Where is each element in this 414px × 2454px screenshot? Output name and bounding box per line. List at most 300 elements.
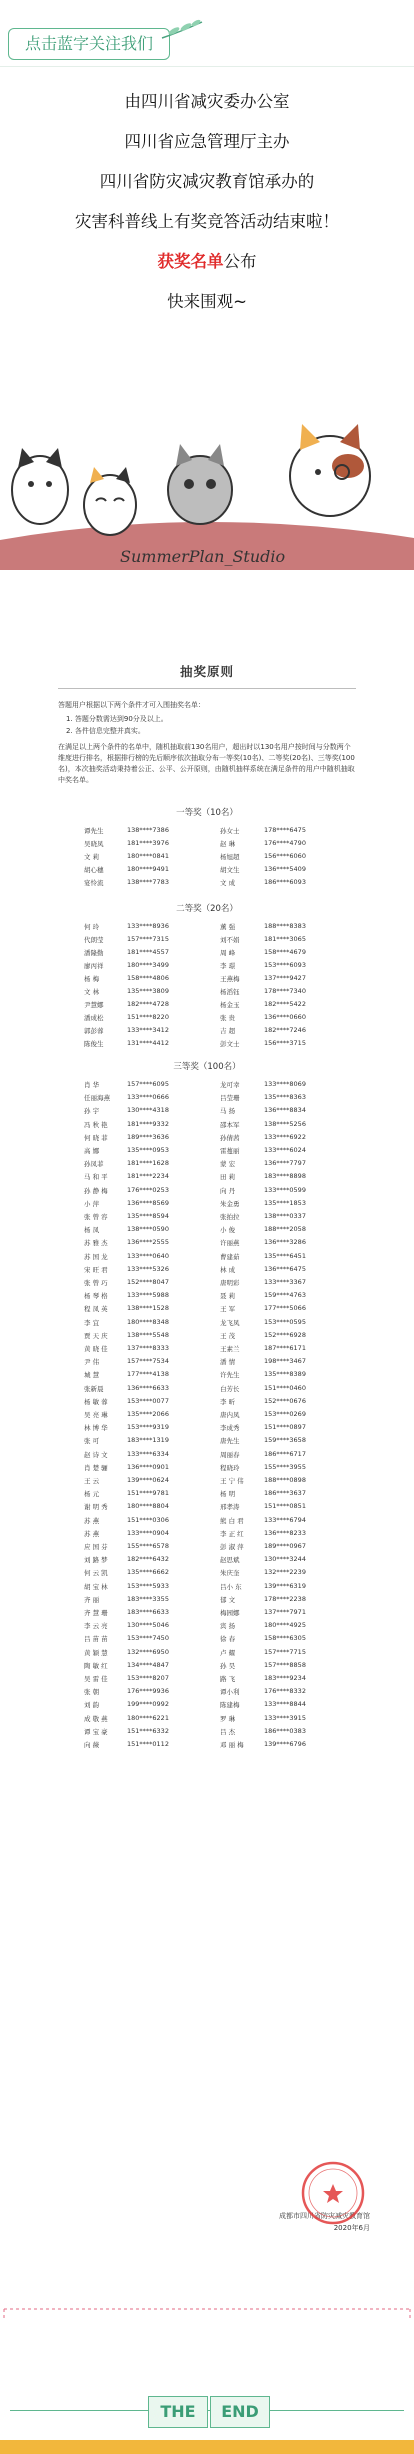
winner-name: 王素兰 [220, 1345, 240, 1353]
winner-phone: 158****6305 [264, 1634, 306, 1643]
winner-name: 何 玲 [84, 923, 100, 931]
winner-name: 胡文生 [220, 866, 240, 874]
winner-phone: 130****3244 [264, 1555, 306, 1564]
winner-phone: 183****9234 [264, 1674, 306, 1682]
winner-name: 杨 梅 [84, 975, 100, 983]
winner-phone: 180****9491 [127, 865, 169, 873]
winner-phone: 183****8898 [264, 1172, 306, 1181]
winner-name: 周 峰 [220, 949, 236, 957]
winner-row [72, 1080, 362, 1092]
winner-name: 程晓玲 [220, 1463, 240, 1472]
intro-line: 由四川省减灾委办公室 [124, 92, 290, 111]
winner-phone: 133****6334 [127, 1449, 169, 1458]
winner-phone: 132****2239 [264, 1568, 306, 1577]
winner-phone: 176****9936 [127, 1687, 169, 1696]
winner-phone: 136****0660 [264, 1013, 306, 1021]
winner-name: 齐 慧 珊 [84, 1609, 108, 1617]
winner-name: 黄 晓 佳 [84, 1345, 108, 1353]
winner-name: 张 曾 容 [84, 1213, 108, 1221]
winner-phone: 135****6451 [264, 1251, 306, 1260]
winner-phone: 157****7315 [127, 935, 169, 943]
winner-name: 马 和 平 [84, 1173, 108, 1182]
winner-phone: 138****0337 [264, 1212, 306, 1220]
winner-name: 潘隆勤 [84, 949, 104, 957]
winner-phone: 136****8834 [264, 1106, 306, 1115]
winner-name: 胡 宝 林 [84, 1582, 108, 1591]
winner-row [72, 1384, 362, 1396]
winner-name: 梅园娜 [220, 1609, 240, 1617]
winner-phone: 138****5548 [127, 1330, 169, 1339]
winner-row [72, 1608, 362, 1620]
winner-name: 孙 昊 [220, 1661, 236, 1670]
winner-phone: 151****6332 [127, 1726, 169, 1735]
winner-name: 苏 国 龙 [84, 1252, 108, 1261]
tier-third-title: 三等奖（100名） [173, 1062, 241, 1072]
winner-name: 小 萍 [84, 1199, 100, 1208]
winner-phone: 135****2066 [127, 1410, 169, 1418]
winner-phone: 133****0666 [127, 1093, 169, 1102]
winner-row [72, 1423, 362, 1435]
winner-phone: 136****6475 [264, 1264, 306, 1273]
winner-row [72, 1463, 362, 1475]
winner-phone: 180****8348 [127, 1317, 169, 1326]
winner-phone: 180****0841 [127, 852, 169, 860]
winner-phone: 181****3065 [264, 935, 306, 943]
winner-name: 应 国 芬 [84, 1543, 108, 1551]
tier-first-title: 一等奖（10名） [176, 808, 238, 818]
winner-phone: 151****0851 [264, 1502, 306, 1511]
winner-row [72, 1212, 362, 1224]
winner-phone: 181****2234 [127, 1172, 169, 1181]
winner-phone: 133****8844 [264, 1700, 306, 1709]
winner-phone: 181****4557 [127, 948, 169, 956]
winner-phone: 155****3955 [264, 1462, 306, 1471]
winner-name: 吴 雷 佳 [84, 1675, 108, 1683]
winner-name: 潘成松 [84, 1014, 104, 1022]
winner-phone: 135****0953 [127, 1146, 169, 1154]
winner-phone: 176****0253 [127, 1185, 169, 1194]
winner-row [72, 948, 362, 960]
winner-row [72, 1476, 362, 1488]
winner-phone: 133****3412 [127, 1026, 169, 1034]
winner-name: 王 宁 伟 [220, 1477, 244, 1485]
winner-row [72, 1568, 362, 1580]
winner-name: 孙凤菲 [84, 1160, 104, 1169]
winner-phone: 183****3355 [127, 1594, 169, 1603]
winner-name: 邢孝涛 [220, 1503, 240, 1512]
winner-name: 龙飞凤 [220, 1318, 240, 1327]
signature-org: 成都市四川省防灾减灾教育馆 [279, 2212, 370, 2220]
winner-phone: 152****8047 [127, 1278, 169, 1286]
winner-phone: 135****3809 [127, 987, 169, 995]
end-label-end: END [210, 2396, 270, 2428]
winner-name: 文 林 [84, 988, 100, 996]
winner-phone: 183****6633 [127, 1608, 169, 1616]
winner-row [72, 935, 362, 947]
winner-name: 小 俊 [220, 1226, 236, 1235]
winner-name: 李 璟 [220, 962, 236, 970]
winner-phone: 152****6928 [264, 1330, 306, 1339]
winner-name: 张 贵 [220, 1014, 236, 1022]
winner-row [72, 1502, 362, 1514]
winner-name: 吴 亮 琳 [84, 1411, 108, 1419]
winner-row [72, 974, 362, 986]
winner-row [72, 1687, 362, 1699]
winner-row [72, 1252, 362, 1264]
winner-phone: 131****4412 [127, 1039, 169, 1047]
winner-name: 杨滔钰 [220, 988, 240, 996]
winner-name: 许先生 [220, 1371, 240, 1380]
winner-name: 唐内凤 [220, 1411, 240, 1419]
winner-phone: 181****1628 [127, 1159, 169, 1168]
winner-phone: 182****7246 [264, 1026, 306, 1034]
winner-phone: 189****0967 [264, 1542, 306, 1550]
winner-phone: 177****4138 [127, 1370, 169, 1379]
winner-name: 卢 耀 [220, 1648, 236, 1657]
winner-phone: 199****0992 [127, 1700, 169, 1709]
winner-name: 王 云 [84, 1477, 100, 1485]
winner-phone: 178****2238 [264, 1594, 306, 1603]
winner-phone: 158****4679 [264, 948, 306, 956]
winner-row [72, 1542, 362, 1554]
winner-phone: 139****6319 [264, 1581, 306, 1590]
winner-row [72, 1093, 362, 1105]
winner-name: 陈俊生 [84, 1040, 104, 1048]
winner-phone: 151****0112 [127, 1740, 169, 1748]
dashed-divider [0, 2307, 414, 2323]
winner-name: 聂 莉 [220, 1292, 236, 1301]
winner-name: 曹建茹 [220, 1252, 240, 1261]
winner-row [72, 1410, 362, 1422]
winner-phone: 153****5933 [127, 1581, 169, 1590]
winner-row [72, 1146, 362, 1158]
winner-row [72, 1529, 362, 1541]
doc-title: 抽奖原则 [179, 664, 234, 679]
winner-name: 李 云 亮 [84, 1622, 108, 1631]
winner-row [72, 865, 362, 877]
winner-phone: 188****2058 [264, 1225, 306, 1234]
winner-name: 胡心穗 [84, 866, 104, 874]
winner-phone: 153****8207 [127, 1674, 169, 1682]
winner-name: 孙倩茜 [220, 1133, 240, 1142]
winner-name: 廖丙祥 [84, 962, 104, 970]
winner-phone: 188****8383 [264, 922, 306, 930]
winner-row [72, 1000, 362, 1012]
winner-name: 杨 明 [220, 1490, 236, 1499]
winner-name: 张 曾 巧 [84, 1279, 108, 1287]
winner-name: 谭小利 [220, 1688, 240, 1697]
winner-phone: 186****6717 [264, 1449, 306, 1458]
winner-phone: 138****5256 [264, 1119, 306, 1128]
winner-phone: 136****7797 [264, 1159, 306, 1168]
winner-phone: 180****6221 [127, 1713, 169, 1722]
winner-phone: 138****1528 [127, 1304, 169, 1313]
winner-row [72, 1120, 362, 1132]
winner-name: 宋 旺 君 [84, 1265, 108, 1274]
winner-row [72, 1700, 362, 1712]
winner-name: 张新晨 [84, 1384, 104, 1393]
intro-line: 灾害科普线上有奖竞答活动结束啦！ [75, 212, 339, 231]
winner-phone: 133****5988 [127, 1291, 169, 1300]
winner-row [72, 1582, 362, 1594]
rules-intro: 答题用户根据以下两个条件才可入围抽奖名单： [58, 701, 205, 709]
winner-phone: 137****9427 [264, 974, 306, 982]
winner-name: 朱金勇 [220, 1199, 240, 1208]
winner-phone: 180****8804 [127, 1502, 169, 1511]
winner-name: 苏 雅 杰 [84, 1239, 108, 1248]
winner-phone: 153****0077 [127, 1396, 169, 1405]
winner-phone: 136****8233 [264, 1528, 306, 1537]
winner-name: 雷蔓丽 [220, 1147, 240, 1155]
signature-date: 2020年6月 [333, 2224, 370, 2232]
winner-phone: 137****7971 [264, 1608, 306, 1616]
rules-paragraph: 在满足以上两个条件的名单中，随机抽取前130名用户，超出时以130名用户按时间与分数两个维度进行排名，根据排行榜的先后顺序依次抽取分布一等奖(10名)、二等奖(20名)、三等奖(100名)，本次抽奖活动秉持着公正、公平、公开原则，由随机抽样系统在满足条件的用户中随机抽取中奖名单。 [58, 743, 355, 784]
winner-phone: 130****5046 [127, 1621, 169, 1630]
winner-phone: 182****5422 [264, 1000, 306, 1008]
doc-rule [58, 688, 356, 689]
winner-name: 杨 凤 [84, 1226, 100, 1235]
header-divider [0, 66, 414, 67]
winner-phone: 177****5066 [264, 1304, 306, 1313]
winner-name: 谭 宝 豪 [84, 1727, 108, 1736]
winner-phone: 151****9781 [127, 1489, 169, 1498]
winner-name: 贾 天 庆 [84, 1331, 108, 1340]
winner-row [72, 1238, 362, 1250]
winner-row [72, 1172, 362, 1184]
winner-phone: 153****7450 [127, 1634, 169, 1643]
winner-name: 赵思斌 [220, 1556, 240, 1565]
winner-name: 白芳长 [220, 1384, 240, 1393]
intro-line-rest: 公布 [223, 252, 257, 271]
winner-name: 文 莉 [84, 853, 100, 861]
leaf-sprig-icon [160, 18, 206, 40]
cat-4 [290, 424, 370, 516]
winner-phone: 135****6662 [127, 1568, 169, 1577]
official-seal-icon [300, 2160, 366, 2226]
winner-phone: 135****1853 [264, 1198, 306, 1207]
winner-phone: 136****5409 [264, 865, 306, 873]
winner-phone: 176****4790 [264, 839, 306, 847]
winner-name: 成 敬 燕 [84, 1714, 108, 1723]
winner-row [72, 961, 362, 973]
winner-phone: 151****8220 [127, 1013, 169, 1021]
winner-phone: 133****6024 [264, 1146, 306, 1154]
winner-phone: 181****9332 [127, 1119, 169, 1128]
winner-row [72, 1159, 362, 1171]
rule-1: 1. 答题分数需达到90分及以上。 [66, 715, 168, 723]
winner-phone: 133****0599 [264, 1185, 306, 1194]
winner-phone: 157****8858 [264, 1660, 306, 1669]
watermark-signature: SummerPlan_Studio [120, 547, 286, 566]
winner-row [72, 1039, 362, 1051]
winner-phone: 136****6633 [127, 1383, 169, 1392]
winner-row [72, 1291, 362, 1303]
winner-row [72, 1516, 362, 1528]
winner-phone: 153****9319 [127, 1423, 169, 1432]
winner-name: 尹 伟 [84, 1358, 100, 1367]
winner-phone: 182****4728 [127, 1000, 169, 1008]
winner-name: 林 成 [220, 1265, 236, 1274]
winner-row [72, 1634, 362, 1646]
winner-row [72, 1344, 362, 1356]
winner-name: 王燕梅 [220, 975, 240, 983]
winner-phone: 189****3636 [127, 1132, 169, 1141]
winner-phone: 180****3499 [127, 961, 169, 969]
winner-name: 彭 淑 萍 [220, 1543, 244, 1551]
winner-name: 苏 燕 [84, 1516, 100, 1525]
winner-row [72, 1489, 362, 1501]
winner-row [72, 1318, 362, 1330]
winner-phone: 186****3637 [264, 1489, 306, 1498]
winner-phone: 133****5326 [127, 1264, 169, 1273]
winner-name: 赵 诗 文 [84, 1450, 108, 1459]
winner-name: 程 凤 英 [84, 1305, 108, 1314]
winner-row [72, 1450, 362, 1462]
winner-name: 王 茂 [220, 1331, 236, 1340]
winner-name: 吴晓凤 [84, 840, 104, 848]
winner-phone: 133****3367 [264, 1278, 306, 1286]
winner-phone: 178****6475 [264, 826, 306, 834]
winner-row [72, 852, 362, 864]
winner-phone: 183****1319 [127, 1436, 169, 1445]
winner-phone: 135****8389 [264, 1370, 306, 1379]
winner-name: 代朗莹 [84, 936, 104, 944]
winner-name: 孙 静 梅 [84, 1186, 108, 1195]
winner-phone: 151****0897 [264, 1423, 306, 1432]
cat-1 [12, 448, 68, 524]
winner-phone: 133****0640 [127, 1251, 169, 1260]
winner-name: 路 飞 [220, 1675, 236, 1683]
winner-phone: 157****7534 [127, 1357, 169, 1366]
winner-phone: 180****4925 [264, 1621, 306, 1630]
winner-name: 任丽海燕 [84, 1094, 110, 1103]
follow-us-button[interactable]: 点击蓝字关注我们 [8, 28, 170, 60]
winner-phone: 188****0898 [264, 1476, 306, 1484]
winner-row [72, 1648, 362, 1660]
winner-list-highlight: 获奖名单 [157, 252, 224, 271]
winner-phone: 158****4806 [127, 974, 169, 982]
winner-phone: 156****3715 [264, 1039, 306, 1047]
winner-phone: 159****4763 [264, 1291, 306, 1300]
winner-name: 谭先生 [84, 827, 104, 835]
winner-name: 吕 杰 [220, 1727, 236, 1736]
winner-name: 杨金玉 [220, 1001, 240, 1009]
winner-phone: 153****0595 [264, 1317, 306, 1326]
winner-phone: 133****3915 [264, 1713, 306, 1722]
winner-phone: 130****4318 [127, 1106, 169, 1115]
winner-name: 周丽春 [220, 1450, 240, 1459]
winner-name: 肖 楚 骊 [84, 1463, 108, 1472]
winner-name: 尹慧娜 [84, 1001, 104, 1009]
winner-name: 薰 强 [220, 923, 236, 931]
winner-name: 杨旭超 [220, 853, 240, 861]
winner-row [72, 878, 362, 890]
winner-name: 吕莹珊 [220, 1094, 240, 1103]
winner-phone: 182****6432 [127, 1555, 169, 1564]
winner-name: 熊 白 君 [220, 1516, 244, 1525]
winner-row [72, 1225, 362, 1237]
winner-phone: 135****8594 [127, 1212, 169, 1220]
winner-phone: 153****6093 [264, 961, 306, 969]
winner-phone: 133****6794 [264, 1515, 306, 1524]
winner-phone: 136****3286 [264, 1238, 306, 1247]
winner-phone: 139****6796 [264, 1740, 306, 1748]
winner-name: 谢 明 秀 [84, 1503, 108, 1512]
winner-phone: 181****3976 [127, 839, 169, 847]
winner-phone: 137****8333 [127, 1344, 169, 1352]
winner-phone: 133****8936 [127, 922, 169, 930]
winner-row [72, 1661, 362, 1673]
winner-phone: 155****6578 [127, 1542, 169, 1550]
winner-name: 宾 扬 [220, 1622, 236, 1631]
intro-line-highlight [0, 248, 414, 272]
winner-name: 何 云 凯 [84, 1569, 108, 1578]
winner-name: 宴怜流 [84, 879, 104, 887]
winner-name: 齐 丽 [84, 1595, 100, 1604]
winner-row [72, 1304, 362, 1316]
winner-name: 刘不娟 [220, 936, 240, 944]
winner-name: 朱庆奎 [220, 1569, 240, 1578]
winner-row [72, 1106, 362, 1118]
winner-name: 陶 敏 红 [84, 1661, 108, 1670]
winner-name: 杨 琴 格 [84, 1292, 108, 1301]
winner-row [72, 1595, 362, 1607]
winner-row [72, 1026, 362, 1038]
winner-row [72, 1740, 362, 1752]
winner-phone: 187****6171 [264, 1344, 306, 1352]
winner-name: 城 慧 [84, 1371, 100, 1380]
winner-phone: 176****8332 [264, 1687, 306, 1696]
winner-phone: 139****0624 [127, 1476, 169, 1484]
winner-name: 邓 丽 梅 [220, 1741, 244, 1749]
winner-name: 高 娜 [84, 1147, 100, 1155]
winner-phone: 157****6095 [127, 1080, 169, 1088]
winner-name: 赵 琳 [220, 840, 236, 848]
winner-name: 刘 韵 [84, 1701, 100, 1710]
winner-row [72, 1186, 362, 1198]
winner-row [72, 1714, 362, 1726]
winner-row [72, 987, 362, 999]
winner-name: 龙可幸 [220, 1081, 240, 1089]
winner-row [72, 1727, 362, 1739]
winner-row [72, 1370, 362, 1382]
winner-name: 冯 秋 艳 [84, 1120, 108, 1129]
winner-phone: 138****7783 [127, 878, 169, 886]
winner-phone: 133****8069 [264, 1080, 306, 1088]
winner-row [72, 839, 362, 851]
end-label-the: THE [148, 2396, 208, 2428]
winner-name: 文 成 [220, 879, 236, 887]
winner-name: 吕 苗 苗 [84, 1635, 108, 1644]
winner-phone: 138****7386 [127, 826, 169, 834]
winner-name: 吉 超 [220, 1027, 236, 1035]
winner-phone: 133****6922 [264, 1132, 306, 1141]
winner-row [72, 1278, 362, 1290]
winner-name: 向 薇 [84, 1741, 100, 1749]
winner-name: 张 可 [84, 1437, 100, 1446]
winner-phone: 152****0676 [264, 1396, 306, 1405]
winner-phone: 138****0590 [127, 1225, 169, 1234]
intro-line: 快来围观~ [167, 292, 247, 311]
winner-row [72, 1357, 362, 1369]
winner-phone: 186****6093 [264, 878, 306, 886]
winner-phone: 178****7340 [264, 987, 306, 995]
winner-name: 彭文士 [220, 1040, 240, 1048]
winner-row [72, 1621, 362, 1633]
winner-row [72, 1397, 362, 1409]
winner-row [72, 1436, 362, 1448]
winner-name: 张拍拉 [220, 1213, 240, 1221]
